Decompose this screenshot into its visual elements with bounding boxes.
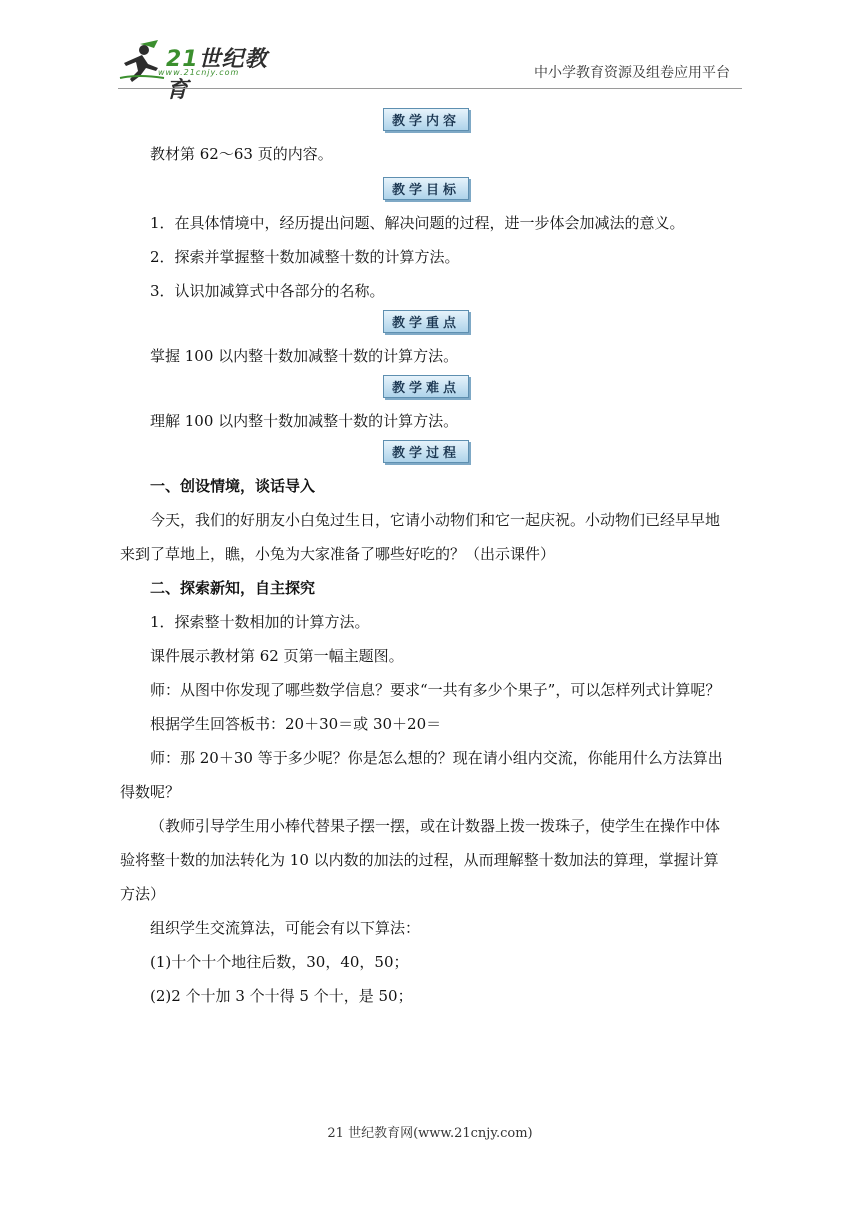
section-content [120, 108, 732, 171]
section-badge: 教学过程 [383, 440, 469, 463]
section-difficulties [120, 375, 732, 438]
paragraph: 1．探索整十数相加的计算方法。 [150, 613, 370, 631]
paragraph: 1．在具体情境中，经历提出问题、解决问题的过程，进一步体会加减法的意义。 [150, 214, 685, 232]
paragraph: 师：那 20＋30 等于多少呢？你是怎么想的？现在请小组内交流，你能用什么方法算出得数呢？ [120, 749, 723, 801]
section-badge: 教学重点 [383, 310, 469, 333]
paragraph: 师：从图中你发现了哪些数学信息？要求“一共有多少个果子”，可以怎样列式计算呢？ [150, 681, 721, 699]
site-logo [118, 38, 288, 103]
page-header [0, 0, 860, 103]
section-badge: 教学内容 [383, 108, 469, 131]
paragraph: (1)十个十个地往后数，30，40，50； [150, 953, 409, 971]
header-divider [118, 88, 742, 89]
platform-name: 中小学教育资源及组卷应用平台 [534, 65, 730, 81]
section-badge: 教学目标 [383, 177, 469, 200]
section-goals [120, 177, 732, 308]
paragraph: 根据学生回答板书：20＋30＝或 30＋20＝ [150, 715, 442, 733]
runner-logo-icon [118, 38, 166, 84]
paragraph: （教师引导学生用小棒代替果子摆一摆，或在计数器上拨一拨珠子，使学生在操作中体验将整十数的加法转化为 10 以内数的加法的过程，从而理解整十数加法的算理，掌握计算方法） [120, 817, 721, 903]
page-footer: 21 世纪教育网(www.21cnjy.com) [327, 1126, 533, 1141]
section-badge: 教学难点 [383, 375, 469, 398]
logo-wordmark: 21世纪教育 [166, 47, 268, 103]
paragraph: 组织学生交流算法，可能会有以下算法： [150, 919, 421, 937]
heading: 二、探索新知，自主探究 [150, 579, 316, 597]
paragraph: 理解 100 以内整十数加减整十数的计算方法。 [150, 412, 459, 430]
section-process [120, 440, 732, 1013]
paragraph: 掌握 100 以内整十数加减整十数的计算方法。 [150, 347, 459, 365]
heading: 一、创设情境，谈话导入 [150, 477, 316, 495]
paragraph: 3．认识加减算式中各部分的名称。 [150, 282, 385, 300]
paragraph: (2)2 个十加 3 个十得 5 个十，是 50； [150, 987, 413, 1005]
paragraph: 2．探索并掌握整十数加减整十数的计算方法。 [150, 248, 460, 266]
logo-url: www.21cnjy.com [158, 68, 240, 77]
paragraph: 教材第 62～63 页的内容。 [150, 145, 333, 163]
section-key-points [120, 310, 732, 373]
paragraph: 今天，我们的好朋友小白兔过生日，它请小动物们和它一起庆祝。小动物们已经早早地来到了草地上，瞧，小兔为大家准备了哪些好吃的？（出示课件） [120, 511, 721, 563]
lesson-content [120, 108, 732, 1013]
paragraph: 课件展示教材第 62 页第一幅主题图。 [150, 647, 404, 665]
